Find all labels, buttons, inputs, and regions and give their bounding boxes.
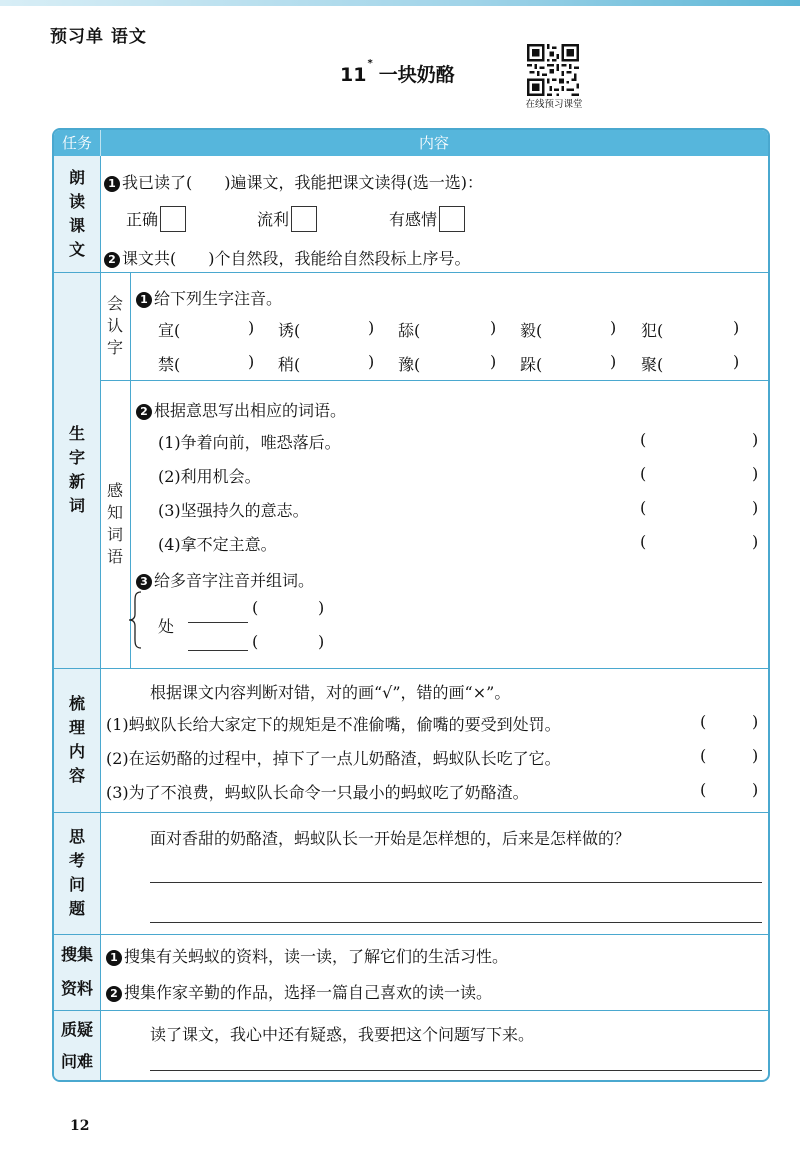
statement-item: (3)为了不浪费，蚂蚁队长命令一只最小的蚂蚁吃了奶酪渣。 <box>106 783 529 802</box>
reading-question-2: 2 课文共( )个自然段，我能给自然段标上序号。 <box>104 246 471 269</box>
series-title: 预习单 语文 <box>50 27 147 47</box>
char-item[interactable]: 聚( <box>641 355 664 374</box>
checkbox-emotional[interactable] <box>439 206 465 232</box>
lesson-title <box>340 60 455 87</box>
answer-line[interactable] <box>188 622 248 623</box>
preview-table <box>52 128 770 1082</box>
label-perceive-words: 感 知 词 语 <box>106 481 123 566</box>
char-item[interactable]: 诱( <box>278 321 301 340</box>
checkbox-fluent[interactable] <box>291 206 317 232</box>
label-comprehension: 梳 理 内 容 <box>68 694 85 785</box>
lesson-number: 11 <box>340 64 367 86</box>
lesson-name: 一块奶酪 <box>378 64 455 86</box>
char-item[interactable]: 禁( <box>158 355 181 374</box>
brace-icon <box>128 590 142 650</box>
answer-line[interactable] <box>150 882 762 883</box>
qr-code-icon[interactable] <box>527 44 579 96</box>
answer-line[interactable] <box>150 1070 762 1071</box>
vocab-question-2: 2 根据意思写出相应的词语。 <box>136 398 346 421</box>
option-correct: 正确 <box>126 206 186 232</box>
statement-item: (2)在运奶酪的过程中，掉下了一点儿奶酪渣，蚂蚁队长吃了它。 <box>106 749 561 768</box>
char-item[interactable]: 跺( <box>520 355 543 374</box>
option-emotional: 有感情 <box>389 206 465 232</box>
meaning-item: (4)拿不定主意。 <box>158 535 277 554</box>
collect-item-1: 1 搜集有关蚂蚁的资料，读一读，了解它们的生活习性。 <box>106 944 508 967</box>
vocab-question-3: 3 给多音字注音并组词。 <box>136 568 314 591</box>
table-header <box>54 130 768 156</box>
meaning-item: (1)争着向前，唯恐落后。 <box>158 433 341 452</box>
page-number: 12 <box>70 1118 90 1134</box>
label-vocab: 生 字 新 词 <box>68 424 85 515</box>
header-task: 任务 <box>61 134 92 152</box>
char-item[interactable]: 豫( <box>398 355 421 374</box>
doubts-prompt: 读了课文，我心中还有疑惑，我要把这个问题写下来。 <box>150 1025 535 1044</box>
thinking-question: 面对香甜的奶酪渣，蚂蚁队长一开始是怎样想的，后来是怎样做的？ <box>150 829 631 848</box>
label-collect: 搜集 资料 <box>60 945 93 998</box>
char-item[interactable]: 宣( <box>158 321 181 340</box>
label-reading: 朗 读 课 文 <box>68 168 85 259</box>
answer-line[interactable] <box>150 922 762 923</box>
checkbox-correct[interactable] <box>160 206 186 232</box>
label-doubts: 质疑 问难 <box>60 1020 93 1071</box>
top-decoration-bar <box>0 0 800 6</box>
polyphonic-char: 处 <box>158 617 175 636</box>
char-item[interactable]: 稍( <box>278 355 301 374</box>
lesson-mark: * <box>367 58 373 69</box>
header-content: 内容 <box>418 134 449 152</box>
char-item[interactable]: 犯( <box>641 321 664 340</box>
label-thinking: 思 考 问 题 <box>68 827 85 918</box>
char-item[interactable]: 舔( <box>398 321 421 340</box>
collect-item-2: 2 搜集作家辛勤的作品，选择一篇自己喜欢的读一读。 <box>106 980 492 1003</box>
answer-line[interactable] <box>188 650 248 651</box>
char-item[interactable]: 毅( <box>520 321 543 340</box>
meaning-item: (2)利用机会。 <box>158 467 261 486</box>
vocab-question-1: 1 给下列生字注音。 <box>136 286 282 309</box>
statement-item: (1)蚂蚁队长给大家定下的规矩是不准偷嘴，偷嘴的要受到处罚。 <box>106 715 561 734</box>
label-recognize-chars: 会 认 字 <box>106 294 123 357</box>
comprehension-intro: 根据课文内容判断对错，对的画“√”，错的画“×”。 <box>150 683 511 702</box>
reading-question-1: 1 我已读了( )遍课文，我能把课文读得(选一选)： <box>104 170 483 193</box>
option-fluent: 流利 <box>257 206 317 232</box>
qr-label: 在线预习课堂 <box>525 99 583 110</box>
meaning-item: (3)坚强持久的意志。 <box>158 501 309 520</box>
